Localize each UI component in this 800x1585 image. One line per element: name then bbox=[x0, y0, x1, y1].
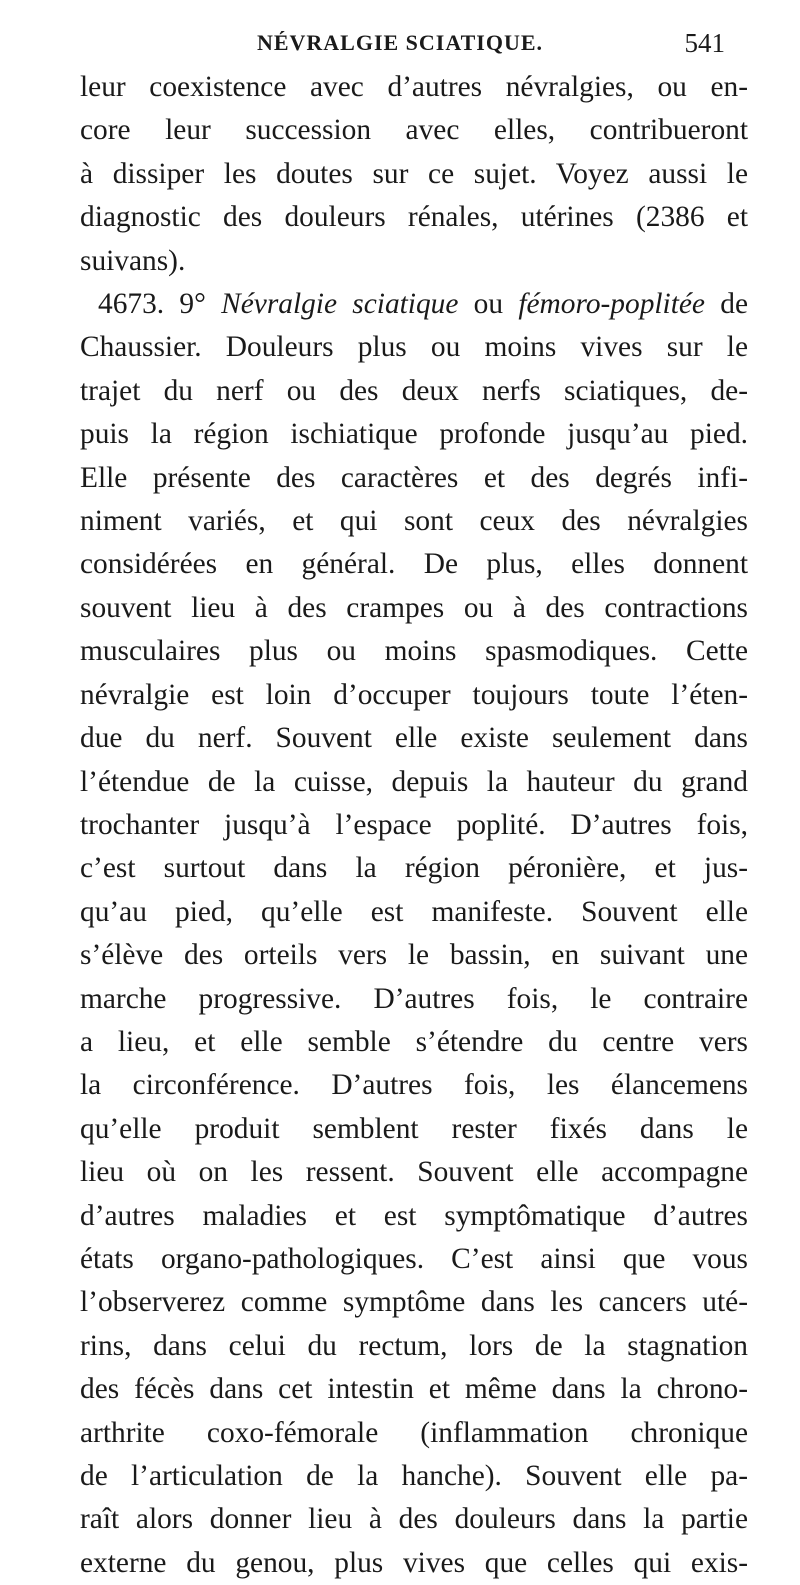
text-line: raît alors donner lieu à des douleurs dans la partie bbox=[80, 1503, 748, 1536]
section-heading-line bbox=[80, 283, 748, 326]
text-line: a lieu, et elle semble s’étendre du centre vers bbox=[80, 1025, 748, 1058]
text-line: Elle présente des caractères et des degrés infi- bbox=[80, 461, 748, 494]
text-line: d’autres maladies et est symptômatique d’autres bbox=[80, 1199, 748, 1232]
text-line: marche progressive. D’autres fois, le contraire bbox=[80, 982, 748, 1015]
text-line: l’étendue de la cuisse, depuis la hauteur du grand bbox=[80, 765, 748, 798]
text-line: suivans). bbox=[80, 244, 186, 277]
text-line: niment variés, et qui sont ceux des névralgies bbox=[80, 505, 748, 538]
running-title: NÉVRALGIE SCIATIQUE. bbox=[256, 30, 544, 55]
text-line: s’élève des orteils vers le bassin, en suivant une bbox=[80, 939, 748, 972]
connector-text: ou bbox=[458, 288, 519, 321]
text-line: externe du genou, plus vives que celles qui exis- bbox=[80, 1546, 748, 1579]
text-line: lieu où on les ressent. Souvent elle accompagne bbox=[80, 1156, 748, 1189]
text-line: arthrite coxo-fémorale (inflammation chronique bbox=[80, 1416, 748, 1449]
text-line: puis la région ischiatique profonde jusqu’au pied. bbox=[80, 418, 748, 451]
text-line: de l’articulation de la hanche). Souvent elle pa- bbox=[80, 1460, 748, 1492]
paragraph-2 bbox=[80, 283, 748, 1585]
text-line: névralgie est loin d’occuper toujours toute l’éten- bbox=[80, 678, 748, 711]
text-line: c’est surtout dans la région péronière, et jus- bbox=[80, 852, 748, 885]
term-nevralgie-sciatique: Névralgie sciatique bbox=[221, 288, 459, 321]
text-line: due du nerf. Souvent elle existe seulement dans bbox=[80, 722, 748, 755]
text-line: rins, dans celui du rectum, lors de la stagnation bbox=[80, 1329, 748, 1362]
text-line: trochanter jusqu’à l’espace poplité. D’autres fois, bbox=[80, 808, 748, 841]
connector-text: de bbox=[704, 288, 748, 321]
text-line: core leur succession avec elles, contribueront bbox=[80, 114, 748, 147]
text-line: qu’au pied, qu’elle est manifeste. Souvent elle bbox=[80, 895, 748, 928]
paragraph-1 bbox=[80, 66, 748, 283]
text-line: considérées en général. De plus, elles donnent bbox=[80, 548, 748, 581]
text-line: la circonférence. D’autres fois, les élancemens bbox=[80, 1069, 748, 1102]
text-line: musculaires plus ou moins spasmodiques. Cette bbox=[80, 635, 748, 668]
text-line: à dissiper les doutes sur ce sujet. Voyez aussi le bbox=[80, 157, 748, 190]
section-number: 4673. 9° bbox=[98, 288, 222, 321]
page-number: 541 bbox=[684, 28, 725, 58]
term-femoro-poplitee: fémoro-poplitée bbox=[518, 288, 705, 321]
body-text bbox=[80, 66, 748, 1585]
text-line: l’observerez comme symptôme dans les cancers uté- bbox=[80, 1286, 748, 1319]
text-line: états organo-pathologiques. C’est ainsi que vous bbox=[80, 1242, 748, 1275]
text-line: qu’elle produit semblent rester fixés dans le bbox=[80, 1112, 748, 1145]
text-line: des fécès dans cet intestin et même dans la chrono- bbox=[80, 1373, 748, 1406]
text-line: diagnostic des douleurs rénales, utérines (2386 et bbox=[80, 201, 748, 234]
running-head bbox=[0, 30, 800, 60]
text-line: leur coexistence avec d’autres névralgies, ou en- bbox=[80, 71, 748, 103]
text-line: Chaussier. Douleurs plus ou moins vives sur le bbox=[80, 331, 748, 364]
text-line: trajet du nerf ou des deux nerfs sciatiques, de- bbox=[80, 374, 748, 407]
text-line: souvent lieu à des crampes ou à des contractions bbox=[80, 591, 748, 624]
